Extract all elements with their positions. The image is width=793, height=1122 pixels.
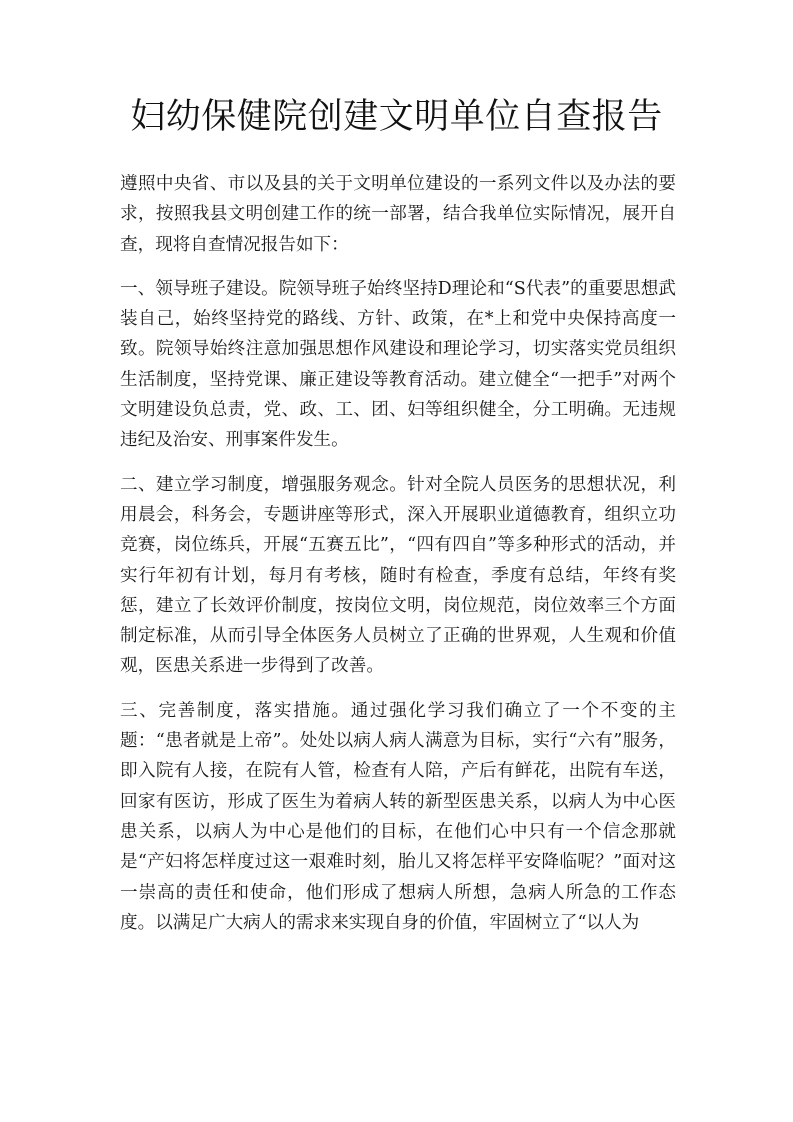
section-2-paragraph: 二、建立学习制度，增强服务观念。针对全院人员医务的思想状况，利用晨会，科务会，专题讲座等形式，深入开展职业道德教育，组织立功竞赛，岗位练兵，开展“五赛五比”，“四有四自”等多种形式的活动，并实行年初有计划，每月有考核，随时有检查，季度有总结，年终有奖惩，建立了长效评价制度，按岗位文明，岗位规范，岗位效率三个方面制定标准，从而引导全体医务人员树立了正确的世界观，人生观和价值观，医患关系进一步得到了改善。 bbox=[120, 474, 676, 677]
document-body bbox=[120, 169, 676, 952]
section-3-paragraph: 三、完善制度，落实措施。通过强化学习我们确立了一个不变的主题：“患者就是上帝”。处处以病人病人满意为目标，实行“六有”服务，即入院有人接，在院有人管，检查有人陪，产后有鲜花，出院有车送，回家有医访，形成了医生为着病人转的新型医患关系，以病人为中心医患关系，以病人为中心是他们的目标，在他们心中只有一个信念那就是“产妇将怎样度过这一艰难时刻，胎儿又将怎样平安降临呢？”面对这一崇高的责任和使命，他们形成了想病人所想，急病人所急的工作态度。以满足广大病人的需求来实现自身的价值，牢固树立了“以人为 bbox=[120, 700, 676, 933]
intro-paragraph: 遵照中央省、市以及县的关于文明单位建设的一系列文件以及办法的要求，按照我县文明创建工作的统一部署，结合我单位实际情况，展开自查，现将自查情况报告如下： bbox=[120, 174, 676, 255]
section-1-paragraph: 一、领导班子建设。院领导班子始终坚持D理论和“S代表”的重要思想武装自己，始终坚持党的路线、方针、政策，在*上和党中央保持高度一致。院领导始终注意加强思想作风建设和理论学习，切实落实党员组织生活制度，坚持党课、廉正建设等教育活动。建立健全“一把手”对两个文明建设负总责，党、政、工、团、妇等组织健全，分工明确。无违规违纪及治安、刑事案件发生。 bbox=[120, 278, 676, 451]
document-title: 妇幼保健院创建文明单位自查报告 bbox=[130, 97, 663, 137]
